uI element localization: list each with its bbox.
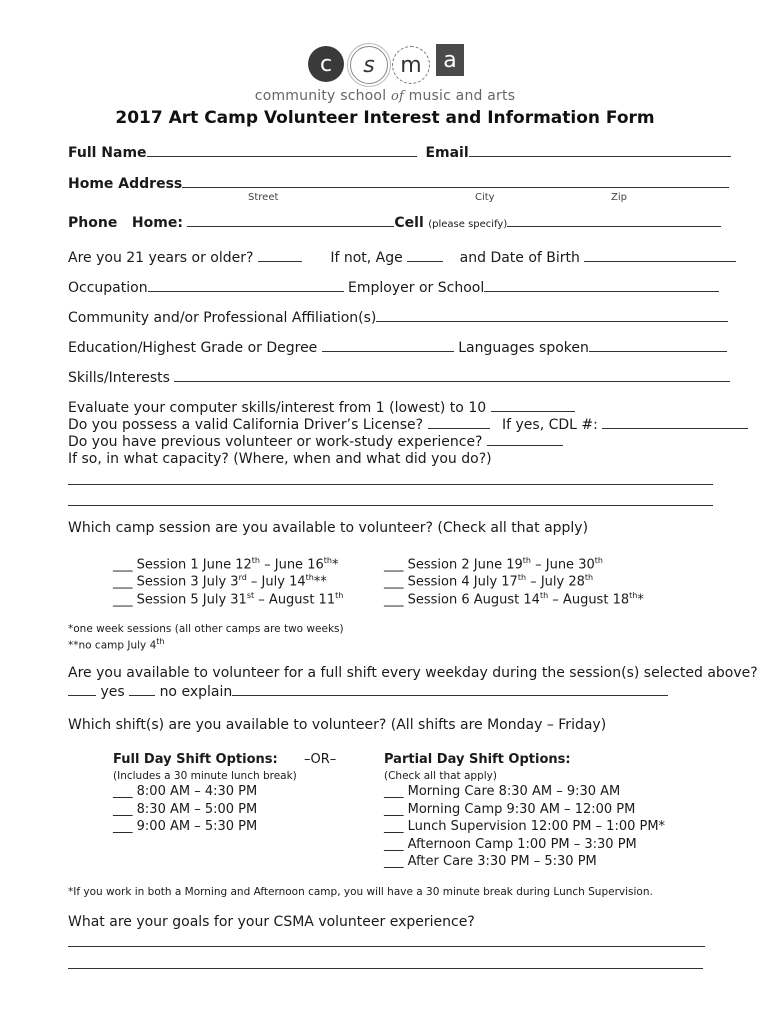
- session-6-option[interactable]: ___ Session 6 August 14th – August 18th*: [384, 591, 644, 608]
- shifts-footnote: *If you work in both a Morning and Afternoon camp, you will have a 30 minute break during Lunch Supervision.: [68, 886, 653, 898]
- license-row: [68, 416, 748, 433]
- shifts-question: Which shift(s) are you available to volunteer? (All shifts are Monday – Friday): [68, 717, 607, 733]
- experience-row: [68, 433, 563, 450]
- capacity-label: If so, in what capacity? (Where, when and what did you do?): [68, 451, 492, 467]
- age-row: [68, 249, 736, 266]
- sessions-note-1: *one week sessions (all other camps are two weeks): [68, 623, 344, 635]
- occupation-row: [68, 279, 719, 296]
- capacity-line-2[interactable]: [68, 505, 713, 506]
- session-1-option[interactable]: ___ Session 1 June 12th – June 16th*: [113, 556, 339, 573]
- partial-shift-option-1[interactable]: ___ Morning Care 8:30 AM – 9:30 AM: [384, 784, 621, 799]
- phone-home-field[interactable]: [187, 214, 394, 227]
- employer-label: Employer or School: [348, 280, 485, 296]
- age-field[interactable]: [407, 249, 443, 262]
- logo-letter-m: m: [392, 46, 430, 84]
- affiliation-row: [68, 309, 728, 326]
- full-day-note: (Includes a 30 minute lunch break): [113, 770, 297, 782]
- partial-day-title: Partial Day Shift Options:: [384, 752, 571, 767]
- languages-label: Languages spoken: [458, 340, 589, 356]
- home-address-field[interactable]: [182, 175, 729, 188]
- fullshift-yes-field[interactable]: [68, 683, 96, 696]
- fullshift-explain-field[interactable]: [232, 683, 668, 696]
- goals-line-2[interactable]: [68, 968, 703, 969]
- languages-field[interactable]: [589, 339, 727, 352]
- phone-home-label: Phone Home:: [68, 215, 183, 231]
- goals-line-1[interactable]: [68, 946, 705, 947]
- goals-question: What are your goals for your CSMA volunteer experience?: [68, 914, 475, 930]
- education-field[interactable]: [322, 339, 454, 352]
- partial-day-note: (Check all that apply): [384, 770, 497, 782]
- logo-letter-c: c: [308, 46, 344, 82]
- logo-tagline: community school of music and arts: [254, 88, 516, 104]
- csma-logo: [0, 40, 770, 110]
- affiliation-label: Community and/or Professional Affiliation(s): [68, 310, 377, 326]
- fullshift-answer-row: [68, 683, 668, 700]
- session-2-option[interactable]: ___ Session 2 June 19th – June 30th: [384, 556, 603, 573]
- form-title: 2017 Art Camp Volunteer Interest and Information Form: [115, 108, 655, 128]
- phone-row: [68, 214, 721, 231]
- partial-shift-option-2[interactable]: ___ Morning Camp 9:30 AM – 12:00 PM: [384, 802, 636, 817]
- if-not-age-label: If not, Age: [330, 250, 403, 266]
- full-shift-option-3[interactable]: ___ 9:00 AM – 5:30 PM: [113, 819, 258, 834]
- session-5-option[interactable]: ___ Session 5 July 31st – August 11th: [113, 591, 344, 608]
- experience-label: Do you have previous volunteer or work-study experience?: [68, 434, 483, 450]
- partial-shift-option-3[interactable]: ___ Lunch Supervision 12:00 PM – 1:00 PM*: [384, 819, 666, 834]
- full-name-field[interactable]: [147, 144, 417, 157]
- home-address-row: [68, 175, 729, 192]
- affiliation-field[interactable]: [376, 309, 728, 322]
- full-shift-option-2[interactable]: ___ 8:30 AM – 5:00 PM: [113, 802, 258, 817]
- full-shift-option-1[interactable]: ___ 8:00 AM – 4:30 PM: [113, 784, 258, 799]
- occupation-label: Occupation: [68, 280, 148, 296]
- partial-shift-option-5[interactable]: ___ After Care 3:30 PM – 5:30 PM: [384, 854, 597, 869]
- partial-shift-option-4[interactable]: ___ Afternoon Camp 1:00 PM – 3:30 PM: [384, 837, 637, 852]
- cell-field[interactable]: [507, 214, 721, 227]
- city-label: City: [475, 192, 495, 203]
- fullshift-no-field[interactable]: [129, 683, 155, 696]
- education-label: Education/Highest Grade or Degree: [68, 340, 318, 356]
- session-3-option[interactable]: ___ Session 3 July 3rd – July 14th**: [113, 573, 327, 590]
- full-day-title: Full Day Shift Options:: [113, 752, 278, 767]
- computer-label: Evaluate your computer skills/interest from 1 (lowest) to 10: [68, 400, 487, 416]
- dob-field[interactable]: [584, 249, 736, 262]
- full-name-row: [68, 144, 731, 161]
- experience-field[interactable]: [487, 433, 563, 446]
- zip-label: Zip: [611, 192, 627, 203]
- age-question: Are you 21 years or older?: [68, 250, 254, 266]
- street-label: Street: [248, 192, 279, 203]
- full-name-label: Full Name: [68, 145, 147, 161]
- fullshift-yes-label: yes: [100, 684, 125, 700]
- fullshift-question: Are you available to volunteer for a full shift every weekday during the session(s) selected above?: [68, 665, 758, 681]
- logo-letter-s: s: [350, 46, 388, 84]
- or-label: –OR–: [304, 752, 337, 767]
- cell-label: Cell: [394, 215, 424, 231]
- skills-label: Skills/Interests: [68, 370, 170, 386]
- cdl-field[interactable]: [602, 416, 748, 429]
- license-label: Do you possess a valid California Driver’s License?: [68, 417, 424, 433]
- email-field[interactable]: [469, 144, 731, 157]
- dob-label: and Date of Birth: [459, 250, 580, 266]
- home-address-label: Home Address: [68, 176, 183, 192]
- computer-field[interactable]: [491, 399, 575, 412]
- license-field[interactable]: [428, 416, 490, 429]
- occupation-field[interactable]: [148, 279, 344, 292]
- skills-row: [68, 369, 730, 386]
- fullshift-no-label: no explain: [159, 684, 233, 700]
- employer-field[interactable]: [484, 279, 719, 292]
- computer-row: [68, 399, 575, 416]
- session-4-option[interactable]: ___ Session 4 July 17th – July 28th: [384, 573, 594, 590]
- sessions-note-2: **no camp July 4th: [68, 637, 165, 652]
- age-answer-field[interactable]: [258, 249, 302, 262]
- education-row: [68, 339, 727, 356]
- capacity-line-1[interactable]: [68, 484, 713, 485]
- skills-field[interactable]: [174, 369, 730, 382]
- cdl-label: If yes, CDL #:: [502, 417, 598, 433]
- sessions-question: Which camp session are you available to volunteer? (Check all that apply): [68, 520, 589, 536]
- logo-letter-a: a: [436, 44, 464, 76]
- email-label: Email: [425, 145, 469, 161]
- cell-note: (please specify): [428, 219, 508, 230]
